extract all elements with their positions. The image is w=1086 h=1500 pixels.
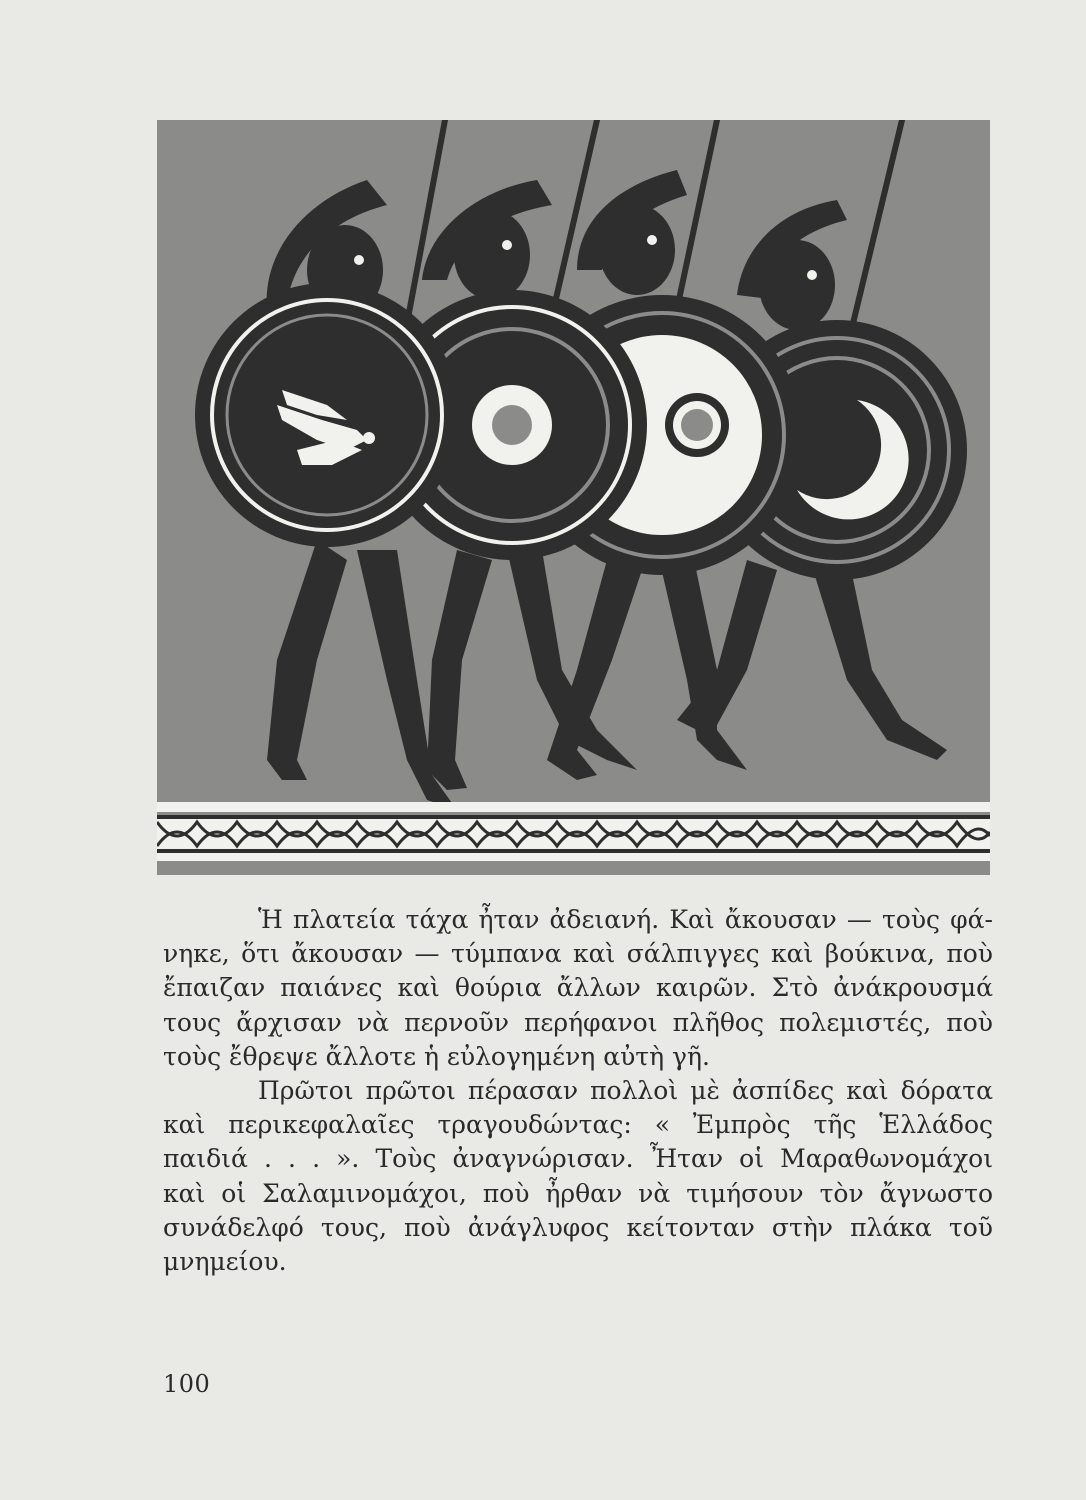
text-line: τοὺς ἔθρεψε ἄλλοτε ἡ εὐλογημένη αὐτὴ γῆ.: [163, 1041, 710, 1071]
eye-emblem-icon: [665, 393, 729, 457]
paragraph-1: [163, 903, 993, 1074]
decorative-band: [157, 802, 990, 861]
text-line: νηκε, ὅτι ἄκουσαν — τύμπανα καὶ σάλπιγγες καὶ βούκινα, ποὺ: [163, 939, 993, 969]
text-line: Ἡ πλατεία τάχα ἦταν ἀδειανή. Καὶ ἄκουσαν — τοὺς φά-: [258, 905, 993, 934]
warrior-head-2: [454, 210, 530, 300]
warrior-head-4: [759, 240, 835, 330]
text-line: καὶ οἱ Σαλαμινομάχοι, ποὺ ἦρθαν νὰ τιμήσουν τὸν ἄγνωστο: [163, 1178, 993, 1208]
text-line: ἔπαιζαν παιάνες καὶ θούρια ἄλλων καιρῶν. Στὸ ἀνάκρουσμά: [163, 973, 993, 1003]
body-text: [163, 903, 993, 1279]
text-line: παιδιά . . . ». Τοὺς ἀναγνώρισαν. Ἦταν οἱ Μαραθωνομάχοι: [163, 1144, 993, 1174]
shield-1: [195, 283, 459, 547]
text-line: τους ἄρχισαν νὰ περνοῦν περήφανοι πλῆθος πολεμιστές, ποὺ: [163, 1007, 993, 1037]
text-line: μνημείου.: [163, 1247, 287, 1277]
hoplites-illustration: [157, 120, 990, 875]
text-line: Πρῶτοι πρῶτοι πέρασαν πολλοὶ μὲ ἀσπίδες καὶ δόρατα: [258, 1076, 993, 1106]
text-line: καὶ περικεφαλαῖες τραγουδώντας: « Ἐμπρὸς τῆς Ἑλλάδος: [163, 1110, 993, 1140]
text-line: συνάδελφό τους, ποὺ ἀνάγλυφος κείτονταν στὴν πλάκα τοῦ: [163, 1212, 993, 1242]
shields: [195, 283, 967, 580]
page-number: 100: [163, 1370, 211, 1398]
hoplites-svg: [157, 120, 990, 875]
paragraph-2: [163, 1074, 993, 1279]
warrior-head-3: [599, 205, 675, 295]
